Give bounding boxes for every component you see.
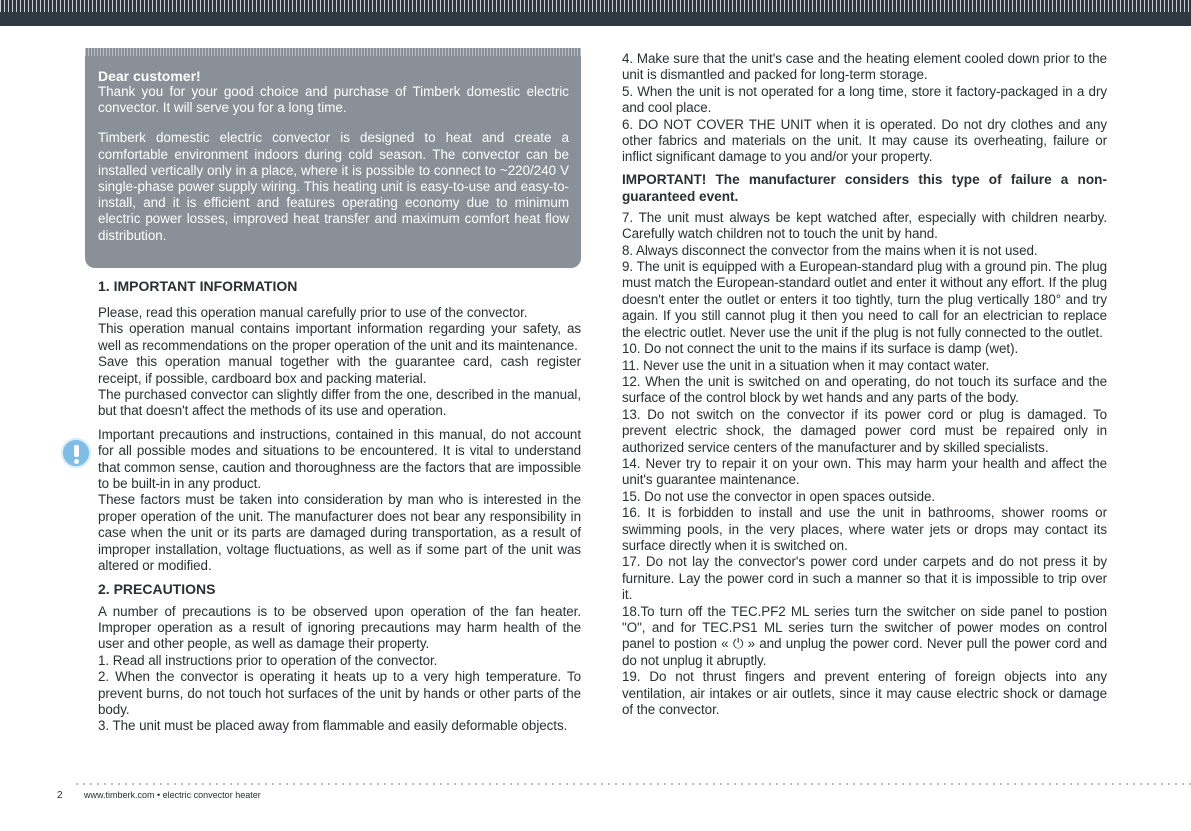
footer [57,789,261,802]
paragraph: Save this operation manual together with the guarantee card, cash register receipt, if possible, cardboard box and packing material. [98,354,581,386]
list-item: 8. Always disconnect the convector from the mains when it is not used. [622,242,1038,258]
list-item: 19. Do not thrust fingers and prevent entering of foreign objects into any ventilation, air intakes or air outlets, since it may cause electric shock or damage of the convector. [622,669,1107,718]
intro-paragraph: Thank you for your good choice and purchase of Timberk domestic electric convector. It will serve you for a long time. [98,84,569,116]
intro-box-pattern [85,48,581,56]
list-item: 13. Do not switch on the convector if its power cord or plug is damaged. To prevent electric shock, the damaged power cord must be repaired only in authorized service centers of the manufacturer and by skilled specialists. [622,406,1107,455]
list-item: 11. Never use the unit in a situation when it may contact water. [622,357,990,373]
list-item: 4. Make sure that the unit's case and the heating element cooled down prior to the unit is dismantled and packed for long-term storage. [622,51,1107,83]
list-item: 17. Do not lay the convector's power cord under carpets and do not press it by furniture. Lay the power cord in such a manner so that it is impossible to trip over it. [622,554,1107,603]
list-item: 15. Do not use the convector in open spaces outside. [622,488,936,504]
list-item: 9. The unit is equipped with a European-standard plug with a ground pin. The plug must match the European-standard outlet and enter it without any effort. If the plug doesn't enter the outlet or enters it too tightly, turn the plug vertically 180° and try again. If you still cannot plug it then you need to call for an electrician to replace the electric outlet. Never use the unit if the plug is not fully connected to the outlet. [622,259,1107,340]
list-item: 14. Never try to repair it on your own. This may harm your health and affect the unit's guarantee maintenance. [622,455,1107,488]
paragraph: The purchased convector can slightly differ from the one, described in the manual, but that doesn't affect the methods of its use and operation. [98,387,581,419]
important-note: IMPORTANT! The manufacturer considers this type of failure a non-guaranteed event. [622,171,1107,204]
intro-box [85,48,581,268]
list-item: 7. The unit must always be kept watched after, especially with children nearby. Carefully watch children not to touch the unit by hand. [622,209,1107,242]
list-item: 12. When the unit is switched on and operating, do not touch its surface and the surface of the control block by wet hands and any parts of the body. [622,373,1107,406]
intro-paragraph: Timberk domestic electric convector is designed to heat and create a comfortable environment indoors during cold season. The convector can be installed vertically only in a place, where it is possible to connect to ~220/240 V single-phase power supply wiring. This heating unit is easy-to-use and easy-to-install, and it is efficient and features operating economy due to minimum electric power losses, improved heat transfer and maximum comfort heat flow distribution. [98,130,569,243]
top-banner-pattern [0,0,1191,12]
list-item: 18.To turn off the TEC.PF2 ML series turn the switcher on side panel to postion "O", and for TEC.PS1 ML series turn the switcher of power modes on control panel to postion « ⏻ » and unplug the power cord. Never pull the power cord and do not unplug it abruptly. [622,603,1107,668]
list-item: 5. When the unit is not operated for a long time, store it factory-packaged in a dry and cool place. [622,83,1107,116]
paragraph: Please, read this operation manual carefully prior to use of the convector. [98,305,528,320]
footer-text: www.timberk.com • electric convector heater [84,790,261,800]
intro-title: Dear customer! [98,68,201,84]
exclamation-icon [61,438,91,468]
section-heading: 2. PRECAUTIONS [98,580,216,597]
section-heading: 1. IMPORTANT INFORMATION [98,278,298,294]
paragraph: A number of precautions is to be observed upon operation of the fan heater. Improper operation as a result of ignoring precautions may harm health of the user and other people, as well as damage their property. [98,603,581,652]
list-item: 1. Read all instructions prior to operation of the convector. [98,652,438,668]
top-banner [0,0,1191,26]
footer-divider [76,783,1191,785]
list-item: 3. The unit must be placed away from flammable and easily deformable objects. [98,718,568,734]
page-number: 2 [57,790,63,801]
list-item: 10. Do not connect the unit to the mains if its surface is damp (wet). [622,341,1019,357]
left-column [98,277,581,735]
paragraph: These factors must be taken into consideration by man who is interested in the proper operation of the unit. The manufacturer does not bear any responsibility in case when the unit or its parts are damaged during transportation, as a result of improper installation, voltage fluctuations, as well as if some part of the unit was altered or modified. [98,492,581,574]
paragraph: This operation manual contains important information regarding your safety, as well as recommendations on the proper operation of the unit and its maintenance. [98,321,581,353]
paragraph: Important precautions and instructions, contained in this manual, do not account for all possible modes and situations to be encountered. It is vital to understand that common sense, caution and thoroughness are the factors that are impossible to be built-in in any product. [98,426,581,492]
right-column [622,51,1107,718]
list-item: 2. When the convector is operating it heats up to a very high temperature. To prevent burns, do not touch hot surfaces of the unit by hands or other parts of the body. [98,669,581,717]
list-item: 16. It is forbidden to install and use the unit in bathrooms, shower rooms or swimming pools, in the very places, where water jets or drops may contact its surface directly when it is switched on. [622,505,1107,553]
list-item: 6. DO NOT COVER THE UNIT when it is operated. Do not dry clothes and any other fabrics and materials on the unit. It may cause its overheating, failure or inflict significant damage to you and/or your property. [622,116,1107,165]
